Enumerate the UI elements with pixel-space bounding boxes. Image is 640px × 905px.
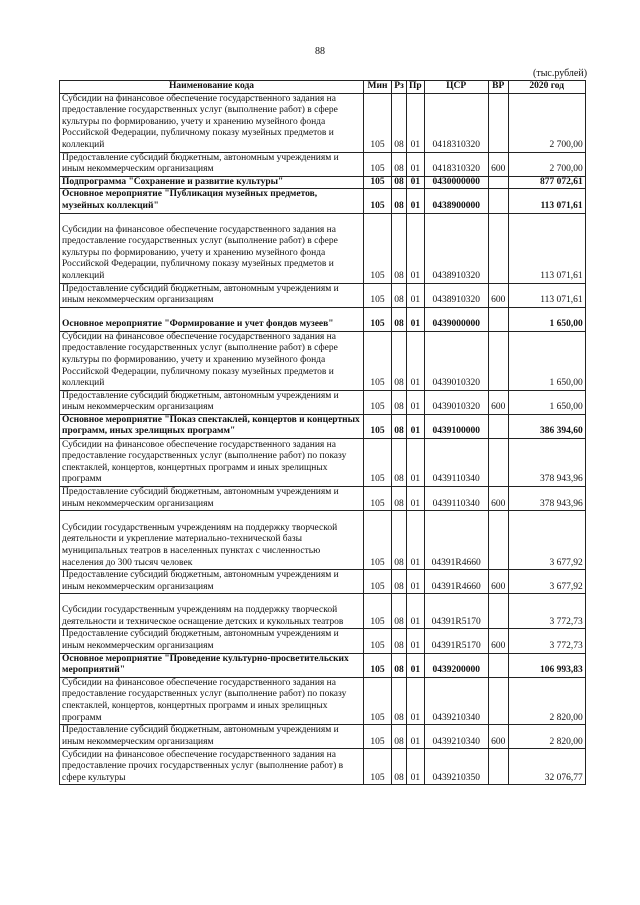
table-row [60, 189, 586, 213]
row-pr: 01 [407, 570, 425, 594]
row-name: Основное мероприятие "Проведение культурно-просветительских мероприятий" [60, 653, 364, 677]
row-pr: 01 [407, 511, 425, 570]
row-vr [488, 511, 508, 570]
row-pr: 01 [407, 283, 425, 307]
row-amount: 3 772,73 [508, 629, 585, 653]
table-row [60, 307, 586, 331]
row-name: Субсидии государственным учреждениям на поддержку творческой деятельности и техническое оснащение детских и кукольных театров [60, 594, 364, 629]
row-rz: 08 [392, 331, 407, 390]
row-vr: 600 [488, 152, 508, 176]
budget-table [59, 80, 586, 785]
row-pr: 01 [407, 629, 425, 653]
header-row [60, 81, 586, 94]
row-rz: 08 [392, 511, 407, 570]
row-amount: 877 072,61 [508, 176, 585, 189]
header-min: Мин [364, 81, 392, 94]
row-csr: 0418310320 [424, 152, 488, 176]
row-name: Субсидии на финансовое обеспечение государственного задания на предоставление государственных услуг (выполнение работ) в сфере культуры по формированию, учету и хранению музейного фонда Российской Федерации, публичному показу музейных предметов и коллекций [60, 93, 364, 152]
row-min: 105 [364, 487, 392, 511]
header-pr: Пр [407, 81, 425, 94]
row-csr: 0439010320 [424, 331, 488, 390]
row-min: 105 [364, 93, 392, 152]
table-row [60, 414, 586, 438]
row-csr: 0439110340 [424, 439, 488, 487]
row-csr: 0430000000 [424, 176, 488, 189]
table-row [60, 487, 586, 511]
row-name: Подпрограмма "Сохранение и развитие культуры" [60, 176, 364, 189]
row-name: Предоставление субсидий бюджетным, автономным учреждениям и иным некоммерческим организациям [60, 629, 364, 653]
row-name: Предоставление субсидий бюджетным, автономным учреждениям и иным некоммерческим организациям [60, 283, 364, 307]
table-row [60, 570, 586, 594]
row-min: 105 [364, 749, 392, 785]
row-rz: 08 [392, 725, 407, 749]
row-csr: 0439100000 [424, 414, 488, 438]
row-vr [488, 749, 508, 785]
row-min: 105 [364, 653, 392, 677]
row-name: Субсидии на финансовое обеспечение государственного задания на предоставление государственных услуг (выполнение работ) в сфере культуры по формированию, учету и хранению музейного фонда Российской Федерации, публичному показу музейных предметов и коллекций [60, 213, 364, 283]
row-amount: 32 076,77 [508, 749, 585, 785]
row-amount: 3 677,92 [508, 511, 585, 570]
table-row [60, 677, 586, 724]
row-name: Предоставление субсидий бюджетным, автономным учреждениям и иным некоммерческим организациям [60, 725, 364, 749]
row-name: Субсидии на финансовое обеспечение государственного задания на предоставление государственных услуг (выполнение работ) по показу спектаклей, концертов, концертных программ и иных зрелищных программ [60, 677, 364, 724]
row-csr: 04391R4660 [424, 511, 488, 570]
row-min: 105 [364, 629, 392, 653]
header-vr: ВР [488, 81, 508, 94]
row-rz: 08 [392, 283, 407, 307]
row-vr [488, 213, 508, 283]
header-year: 2020 год [508, 81, 585, 94]
table-row [60, 749, 586, 785]
row-name: Субсидии на финансовое обеспечение государственного задания на предоставление государственных услуг (выполнение работ) по показу спектаклей, концертов, концертных программ и иных зрелищных программ [60, 439, 364, 487]
row-vr [488, 414, 508, 438]
row-min: 105 [364, 414, 392, 438]
row-amount: 3 772,73 [508, 594, 585, 629]
row-rz: 08 [392, 749, 407, 785]
row-vr: 600 [488, 390, 508, 414]
row-csr: 0439210340 [424, 725, 488, 749]
row-rz: 08 [392, 93, 407, 152]
row-min: 105 [364, 189, 392, 213]
row-vr [488, 439, 508, 487]
row-csr: 0439210340 [424, 677, 488, 724]
table-body [60, 93, 586, 785]
row-rz: 08 [392, 189, 407, 213]
row-rz: 08 [392, 653, 407, 677]
row-min: 105 [364, 390, 392, 414]
row-pr: 01 [407, 594, 425, 629]
row-csr: 04391R5170 [424, 594, 488, 629]
row-rz: 08 [392, 594, 407, 629]
row-csr: 0439000000 [424, 307, 488, 331]
row-pr: 01 [407, 93, 425, 152]
row-vr: 600 [488, 629, 508, 653]
table-row [60, 176, 586, 189]
row-vr [488, 594, 508, 629]
row-min: 105 [364, 213, 392, 283]
row-pr: 01 [407, 749, 425, 785]
row-min: 105 [364, 511, 392, 570]
row-min: 105 [364, 594, 392, 629]
row-rz: 08 [392, 307, 407, 331]
row-csr: 0418310320 [424, 93, 488, 152]
row-rz: 08 [392, 176, 407, 189]
row-vr [488, 189, 508, 213]
row-name: Основное мероприятие "Публикация музейных предметов, музейных коллекций" [60, 189, 364, 213]
row-pr: 01 [407, 307, 425, 331]
row-csr: 0439110340 [424, 487, 488, 511]
row-pr: 01 [407, 414, 425, 438]
row-amount: 113 071,61 [508, 213, 585, 283]
row-min: 105 [364, 570, 392, 594]
row-min: 105 [364, 725, 392, 749]
table-row [60, 152, 586, 176]
row-vr [488, 307, 508, 331]
row-amount: 2 820,00 [508, 677, 585, 724]
row-name: Предоставление субсидий бюджетным, автономным учреждениям и иным некоммерческим организациям [60, 152, 364, 176]
row-name: Предоставление субсидий бюджетным, автономным учреждениям и иным некоммерческим организациям [60, 487, 364, 511]
row-pr: 01 [407, 439, 425, 487]
page-number: 88 [315, 46, 325, 57]
row-csr: 04391R4660 [424, 570, 488, 594]
row-vr: 600 [488, 570, 508, 594]
row-csr: 04391R5170 [424, 629, 488, 653]
table-row [60, 390, 586, 414]
row-amount: 113 071,61 [508, 189, 585, 213]
row-pr: 01 [407, 176, 425, 189]
row-rz: 08 [392, 570, 407, 594]
row-pr: 01 [407, 653, 425, 677]
row-rz: 08 [392, 152, 407, 176]
table-row [60, 629, 586, 653]
row-rz: 08 [392, 629, 407, 653]
table-row [60, 511, 586, 570]
row-pr: 01 [407, 189, 425, 213]
row-pr: 01 [407, 331, 425, 390]
header-csr: ЦСР [424, 81, 488, 94]
row-rz: 08 [392, 677, 407, 724]
row-min: 105 [364, 331, 392, 390]
row-rz: 08 [392, 390, 407, 414]
row-amount: 3 677,92 [508, 570, 585, 594]
row-vr [488, 331, 508, 390]
row-min: 105 [364, 307, 392, 331]
row-csr: 0438910320 [424, 283, 488, 307]
row-name: Основное мероприятие "Формирование и учет фондов музеев" [60, 307, 364, 331]
row-pr: 01 [407, 390, 425, 414]
row-csr: 0439210350 [424, 749, 488, 785]
row-vr: 600 [488, 725, 508, 749]
header-name: Наименование кода [60, 81, 364, 94]
row-rz: 08 [392, 487, 407, 511]
row-vr [488, 93, 508, 152]
row-csr: 0439010320 [424, 390, 488, 414]
row-csr: 0438900000 [424, 189, 488, 213]
row-name: Основное мероприятие "Показ спектаклей, концертов и концертных программ, иных зрелищных программ" [60, 414, 364, 438]
row-pr: 01 [407, 213, 425, 283]
row-min: 105 [364, 152, 392, 176]
row-amount: 378 943,96 [508, 439, 585, 487]
table-row [60, 653, 586, 677]
row-amount: 1 650,00 [508, 307, 585, 331]
row-csr: 0439200000 [424, 653, 488, 677]
row-name: Субсидии на финансовое обеспечение государственного задания на предоставление прочих государственных услуг (выполнение работ) в сфере культуры [60, 749, 364, 785]
row-pr: 01 [407, 725, 425, 749]
row-min: 105 [364, 677, 392, 724]
row-amount: 378 943,96 [508, 487, 585, 511]
row-amount: 2 700,00 [508, 152, 585, 176]
table-row [60, 93, 586, 152]
row-pr: 01 [407, 487, 425, 511]
row-vr [488, 176, 508, 189]
row-pr: 01 [407, 677, 425, 724]
table-row [60, 439, 586, 487]
row-vr [488, 677, 508, 724]
row-csr: 0438910320 [424, 213, 488, 283]
row-min: 105 [364, 176, 392, 189]
units-label: (тыс.рублей) [533, 68, 588, 79]
row-min: 105 [364, 283, 392, 307]
row-amount: 113 071,61 [508, 283, 585, 307]
table-row [60, 725, 586, 749]
row-rz: 08 [392, 439, 407, 487]
header-rz: Рз [392, 81, 407, 94]
row-amount: 2 820,00 [508, 725, 585, 749]
row-name: Субсидии государственным учреждениям на поддержку творческой деятельности и укрепление материально-технической базы муниципальных театров в населенных пунктах с численностью населения до 300 тысяч человек [60, 511, 364, 570]
row-amount: 1 650,00 [508, 331, 585, 390]
row-min: 105 [364, 439, 392, 487]
row-amount: 2 700,00 [508, 93, 585, 152]
row-amount: 386 394,60 [508, 414, 585, 438]
row-amount: 1 650,00 [508, 390, 585, 414]
table-row [60, 331, 586, 390]
row-vr: 600 [488, 487, 508, 511]
row-pr: 01 [407, 152, 425, 176]
row-rz: 08 [392, 213, 407, 283]
row-vr [488, 653, 508, 677]
table-row [60, 213, 586, 283]
table-row [60, 594, 586, 629]
row-amount: 106 993,83 [508, 653, 585, 677]
table-row [60, 283, 586, 307]
row-name: Субсидии на финансовое обеспечение государственного задания на предоставление государственных услуг (выполнение работ) в сфере культуры по формированию, учету и хранению музейного фонда Российской Федерации, публичному показу музейных предметов и коллекций [60, 331, 364, 390]
row-rz: 08 [392, 414, 407, 438]
row-vr: 600 [488, 283, 508, 307]
row-name: Предоставление субсидий бюджетным, автономным учреждениям и иным некоммерческим организациям [60, 390, 364, 414]
row-name: Предоставление субсидий бюджетным, автономным учреждениям и иным некоммерческим организациям [60, 570, 364, 594]
